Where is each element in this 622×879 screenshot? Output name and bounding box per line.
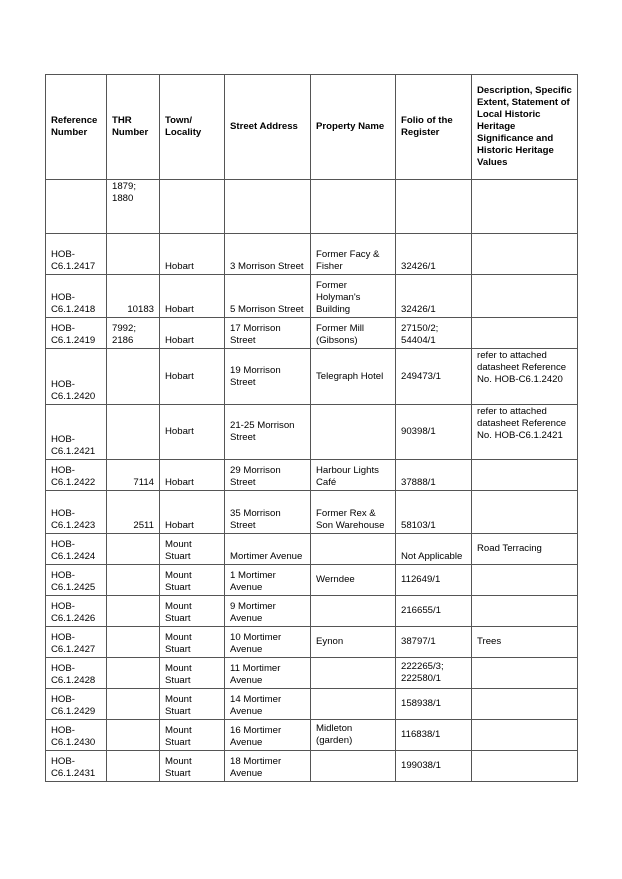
- header-street-address: Street Address: [225, 75, 311, 180]
- cell-thr: [107, 234, 160, 275]
- table-row: [46, 460, 578, 491]
- cell-property: [311, 596, 396, 627]
- cell-property: [311, 689, 396, 720]
- cell-description: [472, 234, 578, 275]
- cell-town: Mount Stuart: [160, 565, 225, 596]
- cell-town: Mount Stuart: [160, 751, 225, 782]
- cell-description: [472, 720, 578, 751]
- cell-street: 35 Morrison Street: [225, 491, 311, 534]
- cell-folio: 90398/1: [396, 405, 472, 460]
- cell-property: Midleton (garden): [311, 720, 396, 751]
- cell-town: Hobart: [160, 234, 225, 275]
- cell-street: 5 Morrison Street: [225, 275, 311, 318]
- table-row-continuation: [46, 180, 578, 234]
- cell-folio: 249473/1: [396, 349, 472, 405]
- cell-reference: HOB-C6.1.2423: [46, 491, 107, 534]
- header-description: Description, Specific Extent, Statement of Local Historic Heritage Significance and Historic Heritage Values: [472, 75, 578, 180]
- cell-thr: 10183: [107, 275, 160, 318]
- cell-property: Telegraph Hotel: [311, 349, 396, 405]
- cell-street: 3 Morrison Street: [225, 234, 311, 275]
- cell-reference: HOB-C6.1.2417: [46, 234, 107, 275]
- cell-folio: 32426/1: [396, 234, 472, 275]
- cell-folio: 199038/1: [396, 751, 472, 782]
- cell-folio: 27150/2; 54404/1: [396, 318, 472, 349]
- cell-street: 21-25 Morrison Street: [225, 405, 311, 460]
- table-row: [46, 720, 578, 751]
- cell-folio: 116838/1: [396, 720, 472, 751]
- cell-folio: 58103/1: [396, 491, 472, 534]
- cell-thr: [107, 565, 160, 596]
- cell-description: refer to attached datasheet Reference No. HOB-C6.1.2421: [472, 405, 578, 460]
- table-row: [46, 689, 578, 720]
- table-row: [46, 534, 578, 565]
- cell-folio: 216655/1: [396, 596, 472, 627]
- cell-folio: Not Applicable: [396, 534, 472, 565]
- header-thr-number: THR Number: [107, 75, 160, 180]
- cell-property: [311, 658, 396, 689]
- cell-property: Former Mill (Gibsons): [311, 318, 396, 349]
- cell-town: [160, 180, 225, 234]
- table-row: [46, 275, 578, 318]
- cell-folio: 37888/1: [396, 460, 472, 491]
- cell-property: [311, 751, 396, 782]
- cell-reference: [46, 180, 107, 234]
- cell-folio: 38797/1: [396, 627, 472, 658]
- cell-thr: 2511: [107, 491, 160, 534]
- cell-thr: [107, 596, 160, 627]
- cell-description: [472, 751, 578, 782]
- cell-property: [311, 180, 396, 234]
- cell-street: 11 Mortimer Avenue: [225, 658, 311, 689]
- cell-property: Harbour Lights Café: [311, 460, 396, 491]
- table-row: [46, 658, 578, 689]
- cell-street: [225, 180, 311, 234]
- cell-description: [472, 275, 578, 318]
- cell-thr: [107, 405, 160, 460]
- cell-reference: HOB-C6.1.2419: [46, 318, 107, 349]
- cell-description: [472, 460, 578, 491]
- cell-property: Former Holyman's Building: [311, 275, 396, 318]
- cell-reference: HOB-C6.1.2422: [46, 460, 107, 491]
- cell-town: Hobart: [160, 275, 225, 318]
- cell-reference: HOB-C6.1.2430: [46, 720, 107, 751]
- table-row: [46, 751, 578, 782]
- table-row: [46, 627, 578, 658]
- cell-reference: HOB-C6.1.2429: [46, 689, 107, 720]
- cell-reference: HOB-C6.1.2420: [46, 349, 107, 405]
- cell-thr: 7114: [107, 460, 160, 491]
- cell-folio: 32426/1: [396, 275, 472, 318]
- cell-town: Mount Stuart: [160, 534, 225, 565]
- cell-description: [472, 180, 578, 234]
- cell-town: Hobart: [160, 349, 225, 405]
- cell-town: Hobart: [160, 491, 225, 534]
- cell-town: Mount Stuart: [160, 596, 225, 627]
- header-town-locality: Town/ Locality: [160, 75, 225, 180]
- cell-reference: HOB-C6.1.2421: [46, 405, 107, 460]
- cell-street: 16 Mortimer Avenue: [225, 720, 311, 751]
- cell-thr: [107, 658, 160, 689]
- cell-reference: HOB-C6.1.2425: [46, 565, 107, 596]
- cell-property: Former Facy & Fisher: [311, 234, 396, 275]
- cell-folio: 158938/1: [396, 689, 472, 720]
- cell-property: [311, 405, 396, 460]
- cell-property: [311, 534, 396, 565]
- table-row: [46, 349, 578, 405]
- table-row: [46, 318, 578, 349]
- table-row: [46, 596, 578, 627]
- table-row: [46, 405, 578, 460]
- cell-town: Mount Stuart: [160, 658, 225, 689]
- cell-thr: [107, 534, 160, 565]
- cell-reference: HOB-C6.1.2426: [46, 596, 107, 627]
- table-header-row: [46, 75, 578, 180]
- cell-street: Mortimer Avenue: [225, 534, 311, 565]
- cell-folio: [396, 180, 472, 234]
- cell-town: Mount Stuart: [160, 689, 225, 720]
- cell-thr: [107, 720, 160, 751]
- cell-description: [472, 491, 578, 534]
- cell-description: [472, 318, 578, 349]
- cell-reference: HOB-C6.1.2424: [46, 534, 107, 565]
- cell-thr: [107, 751, 160, 782]
- table-row: [46, 565, 578, 596]
- cell-street: 1 Mortimer Avenue: [225, 565, 311, 596]
- cell-property: Former Rex & Son Warehouse: [311, 491, 396, 534]
- cell-reference: HOB-C6.1.2431: [46, 751, 107, 782]
- table-row: [46, 491, 578, 534]
- cell-property: Werndee: [311, 565, 396, 596]
- cell-town: Hobart: [160, 405, 225, 460]
- cell-town: Mount Stuart: [160, 720, 225, 751]
- header-folio: Folio of the Register: [396, 75, 472, 180]
- cell-property: Eynon: [311, 627, 396, 658]
- cell-folio: 222265/3; 222580/1: [396, 658, 472, 689]
- cell-description: [472, 689, 578, 720]
- cell-thr: 1879; 1880: [107, 180, 160, 234]
- cell-reference: HOB-C6.1.2428: [46, 658, 107, 689]
- cell-description: Road Terracing: [472, 534, 578, 565]
- header-property-name: Property Name: [311, 75, 396, 180]
- cell-town: Mount Stuart: [160, 627, 225, 658]
- cell-description: [472, 565, 578, 596]
- cell-street: 14 Mortimer Avenue: [225, 689, 311, 720]
- cell-folio: 112649/1: [396, 565, 472, 596]
- heritage-register-table: [45, 74, 578, 782]
- cell-description: refer to attached datasheet Reference No. HOB-C6.1.2420: [472, 349, 578, 405]
- cell-street: 9 Mortimer Avenue: [225, 596, 311, 627]
- cell-street: 10 Mortimer Avenue: [225, 627, 311, 658]
- cell-thr: [107, 627, 160, 658]
- cell-reference: HOB-C6.1.2418: [46, 275, 107, 318]
- cell-street: 19 Morrison Street: [225, 349, 311, 405]
- cell-reference: HOB-C6.1.2427: [46, 627, 107, 658]
- cell-description: [472, 658, 578, 689]
- cell-thr: [107, 349, 160, 405]
- table-row: [46, 234, 578, 275]
- header-reference-number: Reference Number: [46, 75, 107, 180]
- cell-thr: [107, 689, 160, 720]
- cell-street: 18 Mortimer Avenue: [225, 751, 311, 782]
- cell-town: Hobart: [160, 460, 225, 491]
- cell-street: 17 Morrison Street: [225, 318, 311, 349]
- cell-town: Hobart: [160, 318, 225, 349]
- cell-description: Trees: [472, 627, 578, 658]
- cell-description: [472, 596, 578, 627]
- cell-thr: 7992; 2186: [107, 318, 160, 349]
- cell-street: 29 Morrison Street: [225, 460, 311, 491]
